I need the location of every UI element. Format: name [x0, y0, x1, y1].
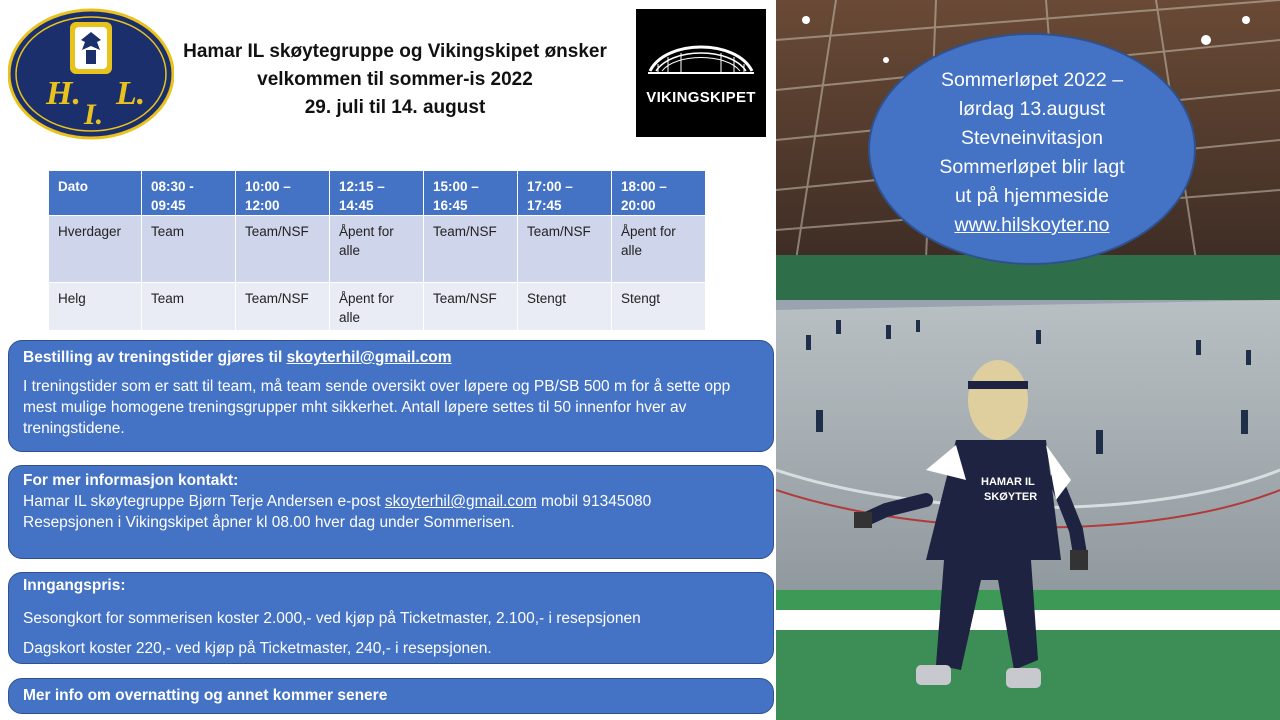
header-cell: Dato — [49, 171, 142, 216]
vikingskipet-logo — [636, 9, 766, 137]
contact-line-2: Resepsjonen i Vikingskipet åpner kl 08.00 hver dag under Sommerisen. — [23, 514, 515, 531]
contact-email-link[interactable]: skoyterhil@gmail.com — [384, 493, 537, 510]
header-cell: 18:00 – 20:00 — [612, 171, 706, 216]
announcement-line-1: Sommerløpet 2022 – — [940, 69, 1124, 91]
stadium-roof-icon — [636, 9, 766, 89]
table-row — [49, 283, 706, 331]
logo-letter-l: L. — [116, 75, 146, 112]
table-cell: Team/NSF — [518, 216, 612, 283]
table-cell: Team/NSF — [424, 216, 518, 283]
title-line-1: Hamar IL skøytegruppe og Vikingskipet ønsker — [183, 41, 607, 62]
table-cell: Åpent for alle — [330, 283, 424, 331]
table-header-row — [49, 171, 706, 216]
hamar-il-logo — [8, 8, 174, 140]
homepage-link[interactable]: www.hilskoyter.no — [954, 214, 1110, 236]
table-cell: Hverdager — [49, 216, 142, 283]
suit-text-2: SKØYTER — [984, 491, 1038, 503]
table-cell: Åpent for alle — [612, 216, 706, 283]
table-cell: Team/NSF — [236, 283, 330, 331]
header-cell: 10:00 – 12:00 — [236, 171, 330, 216]
title-line-2: velkommen til sommer-is 2022 — [257, 69, 533, 90]
table-cell: Åpent for alle — [330, 216, 424, 283]
price-season-card: Sesongkort for sommerisen koster 2.000,- ved kjøp på Ticketmaster, 2.100,- i resepsjonen — [23, 610, 641, 627]
contact-name-text: Hamar IL skøytegruppe Bjørn Terje Andersen e-post — [23, 493, 385, 510]
contact-phone-text: mobil 91345080 — [536, 493, 652, 510]
table-cell: Stengt — [612, 283, 706, 331]
schedule-table — [48, 170, 706, 331]
table-cell: Team — [142, 283, 236, 331]
announcement-text — [870, 66, 1194, 240]
header-cell: 08:30 - 09:45 — [142, 171, 236, 216]
logo-letter-i: I. — [84, 98, 104, 131]
announcement-ellipse — [868, 33, 1196, 265]
contact-heading: For mer informasjon kontakt: — [23, 472, 239, 489]
table-cell: Team/NSF — [424, 283, 518, 331]
announcement-line-3: Stevneinvitasjon — [960, 127, 1103, 149]
contact-info-box — [8, 465, 774, 559]
header-cell: 12:15 – 14:45 — [330, 171, 424, 216]
more-info-text: Mer info om overnatting og annet kommer senere — [23, 687, 388, 704]
announcement-line-2: lørdag 13.august — [958, 98, 1106, 120]
booking-info-box — [8, 340, 774, 452]
booking-heading-text: Bestilling av treningstider gjøres til — [23, 349, 287, 366]
table-cell: Helg — [49, 283, 142, 331]
price-info-box — [8, 572, 774, 664]
price-heading: Inngangspris: — [23, 577, 126, 594]
title-line-3: 29. juli til 14. august — [304, 97, 486, 118]
header-cell: 15:00 – 16:45 — [424, 171, 518, 216]
announcement-line-4: Sommerløpet blir lagt — [939, 156, 1125, 178]
announcement-line-5: ut på hjemmeside — [955, 185, 1109, 207]
booking-body: I treningstider som er satt til team, må team sende oversikt over løpere og PB/SB 500 m for å sette opp mest mulige homogene treningsgrupper mht sikkerhet. Antall løpere settes til 50 innenfor hver av treningstidene. — [23, 378, 731, 437]
booking-heading — [23, 347, 759, 368]
booking-email-link[interactable]: skoyterhil@gmail.com — [286, 349, 452, 366]
table-row — [49, 216, 706, 283]
table-cell: Stengt — [518, 283, 612, 331]
price-day-card: Dagskort koster 220,- ved kjøp på Ticketmaster, 240,- i resepsjonen. — [23, 640, 492, 657]
contact-line-1 — [23, 491, 759, 512]
table-cell: Team — [142, 216, 236, 283]
logo-letter-h: H. — [46, 75, 81, 112]
suit-text-1: HAMAR IL — [981, 476, 1035, 488]
table-cell: Team/NSF — [236, 216, 330, 283]
more-info-box — [8, 678, 774, 714]
page-title — [160, 38, 630, 122]
header-cell: 17:00 – 17:45 — [518, 171, 612, 216]
vikingskipet-logo-text: VIKINGSKIPET — [646, 89, 756, 106]
